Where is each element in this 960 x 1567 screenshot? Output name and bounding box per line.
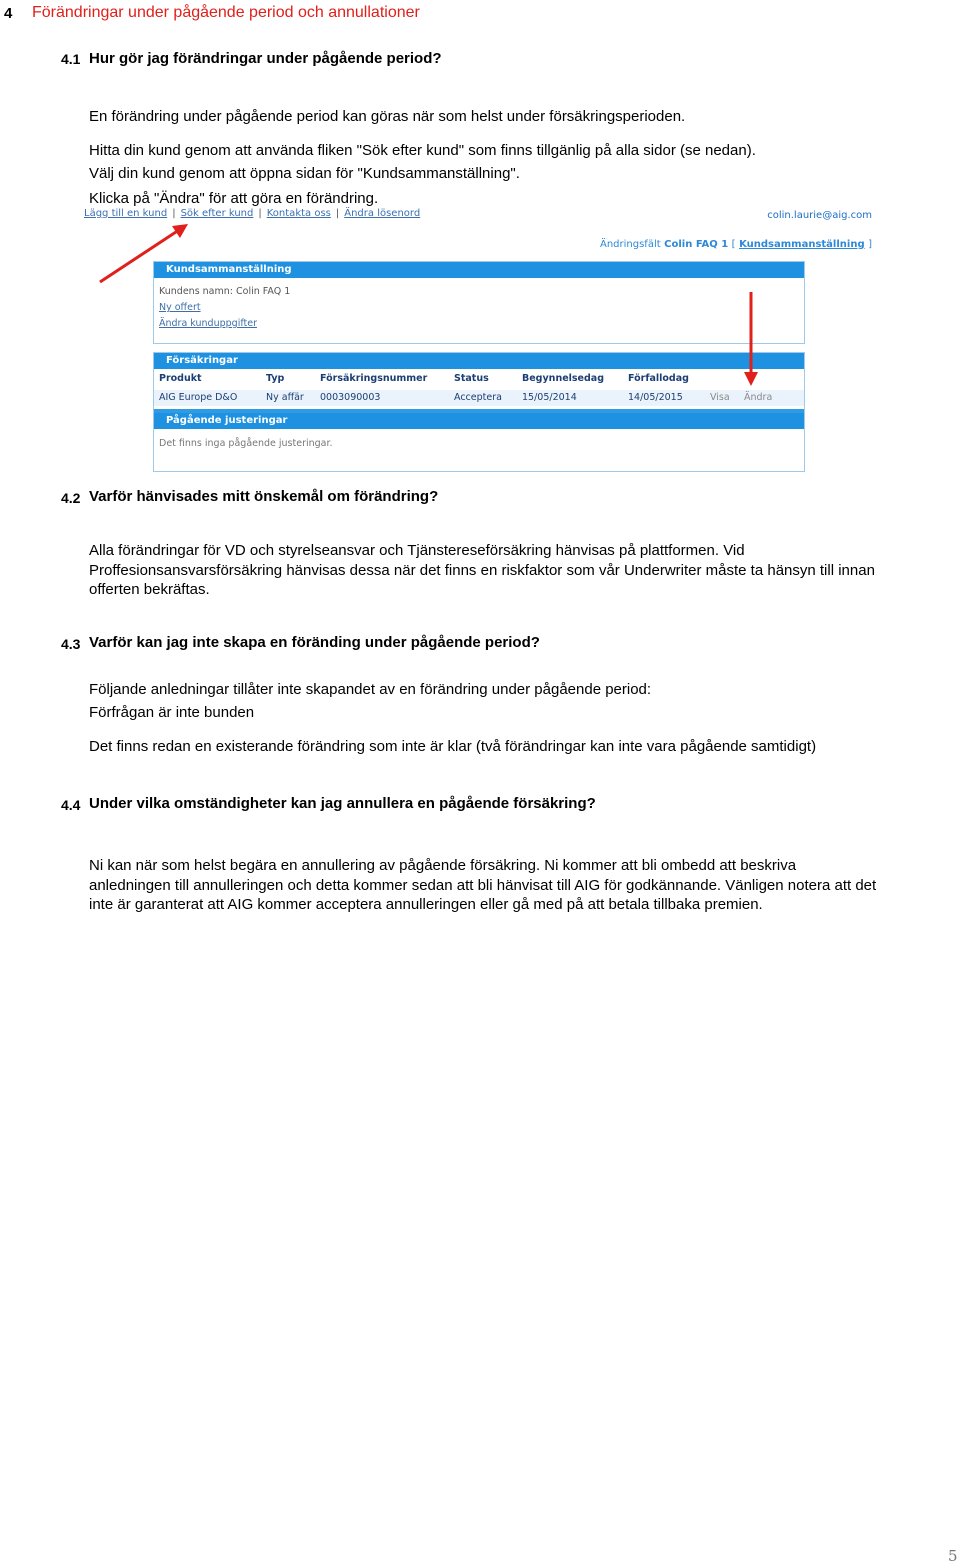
paragraph: Förfrågan är inte bunden <box>89 704 255 721</box>
paragraph: Följande anledningar tillåter inte skapandet av en förändring under pågående period: <box>89 681 652 698</box>
paragraph: Ni kan när som helst begära en annullering av pågående försäkring. Ni kommer att bli ombedd att beskriva anledningen till annulleringen och detta kommer sedan att bli hänvisat till AIG för godkännande. Vänligen notera att det inte är garanterat att AIG kommer acceptera annulleringen eller gå med på att betala tillbaka premien. <box>89 857 877 913</box>
table-cell: 15/05/2014 <box>522 392 577 403</box>
section-number: 4.1 <box>61 51 81 67</box>
breadcrumb-prefix: Ändringsfält <box>600 239 661 250</box>
breadcrumb-summary-link[interactable]: Kundsammanställning <box>739 239 865 250</box>
section-title: Under vilka omständigheter kan jag annullera en pågående försäkring? <box>89 795 596 812</box>
change-customer-details-link[interactable]: Ändra kunduppgifter <box>159 318 257 329</box>
page-number: 5 <box>948 1547 958 1565</box>
nav-change-password[interactable]: Ändra lösenord <box>344 208 421 219</box>
table-cell: 14/05/2015 <box>628 392 683 403</box>
table-cell: 0003090003 <box>320 392 381 403</box>
paragraph: Det finns redan en existerande förändring som inte är klar (två förändringar kan inte vara pågående samtidigt) <box>89 738 817 755</box>
column-header: Typ <box>266 373 285 384</box>
red-arrow-icon <box>100 224 188 282</box>
ongoing-adjustments-text: Det finns inga pågående justeringar. <box>159 438 333 449</box>
section-title: Varför hänvisades mitt önskemål om förändring? <box>89 488 439 505</box>
column-header: Status <box>454 373 489 384</box>
paragraph: Alla förändringar för VD och styrelseansvar och Tjänstereseförsäkring hänvisas på plattformen. Vid Proffesionsansvarsförsäkring hänvisas dessa när det finns en riskfaktor som vår Underwriter måste ta hänsyn till innan offerten bekräftas. <box>89 542 875 598</box>
section-number: 4.2 <box>61 490 81 506</box>
column-header: Förfallodag <box>628 373 689 384</box>
nav-separator: | <box>172 208 176 219</box>
column-header: Produkt <box>159 373 202 384</box>
user-email: colin.laurie@aig.com <box>767 210 872 221</box>
nav-search-customer[interactable]: Sök efter kund <box>180 208 254 219</box>
paragraph: En förändring under pågående period kan göras när som helst under försäkringsperioden. <box>89 108 686 125</box>
column-header: Försäkringsnummer <box>320 373 428 384</box>
chapter-title: Förändringar under pågående period och annullationer <box>32 4 420 21</box>
breadcrumb-bracket: [ <box>731 239 736 250</box>
embedded-screenshot <box>84 208 878 470</box>
view-link[interactable]: Visa <box>710 392 730 403</box>
change-link[interactable]: Ändra <box>744 392 773 403</box>
ongoing-adjustments-title: Pågående justeringar <box>154 413 804 429</box>
breadcrumb-customer: Colin FAQ 1 <box>664 239 729 250</box>
red-arrow-icon <box>744 292 758 386</box>
panel-title: Försäkringar <box>154 353 804 369</box>
paragraph: Välj din kund genom att öppna sidan för "Kundsammanställning". <box>89 165 520 182</box>
customer-name: Kundens namn: Colin FAQ 1 <box>159 286 291 297</box>
annotation-arrows <box>84 208 878 470</box>
section-number: 4.4 <box>61 797 81 813</box>
nav-contact-us[interactable]: Kontakta oss <box>266 208 331 219</box>
breadcrumb-bracket: ] <box>868 239 872 250</box>
table-cell: Ny affär <box>266 392 304 403</box>
chapter-number: 4 <box>4 5 13 22</box>
paragraph: Klicka på "Ändra" för att göra en förändring. <box>89 190 379 207</box>
section-title: Varför kan jag inte skapa en föränding under pågående period? <box>89 634 540 651</box>
new-offer-link[interactable]: Ny offert <box>159 302 201 313</box>
column-header: Begynnelsedag <box>522 373 605 384</box>
paragraph: Hitta din kund genom att använda fliken "Sök efter kund" som finns tillgänlig på alla sidor (se nedan). <box>89 142 756 159</box>
section-number: 4.3 <box>61 636 81 652</box>
panel-title: Kundsammanställning <box>154 262 804 278</box>
table-cell: Acceptera <box>454 392 502 403</box>
nav-add-customer[interactable]: Lägg till en kund <box>84 208 168 219</box>
table-cell: AIG Europe D&O <box>159 392 238 403</box>
nav-separator: | <box>258 208 262 219</box>
nav-separator: | <box>335 208 340 219</box>
section-title: Hur gör jag förändringar under pågående period? <box>89 50 442 67</box>
